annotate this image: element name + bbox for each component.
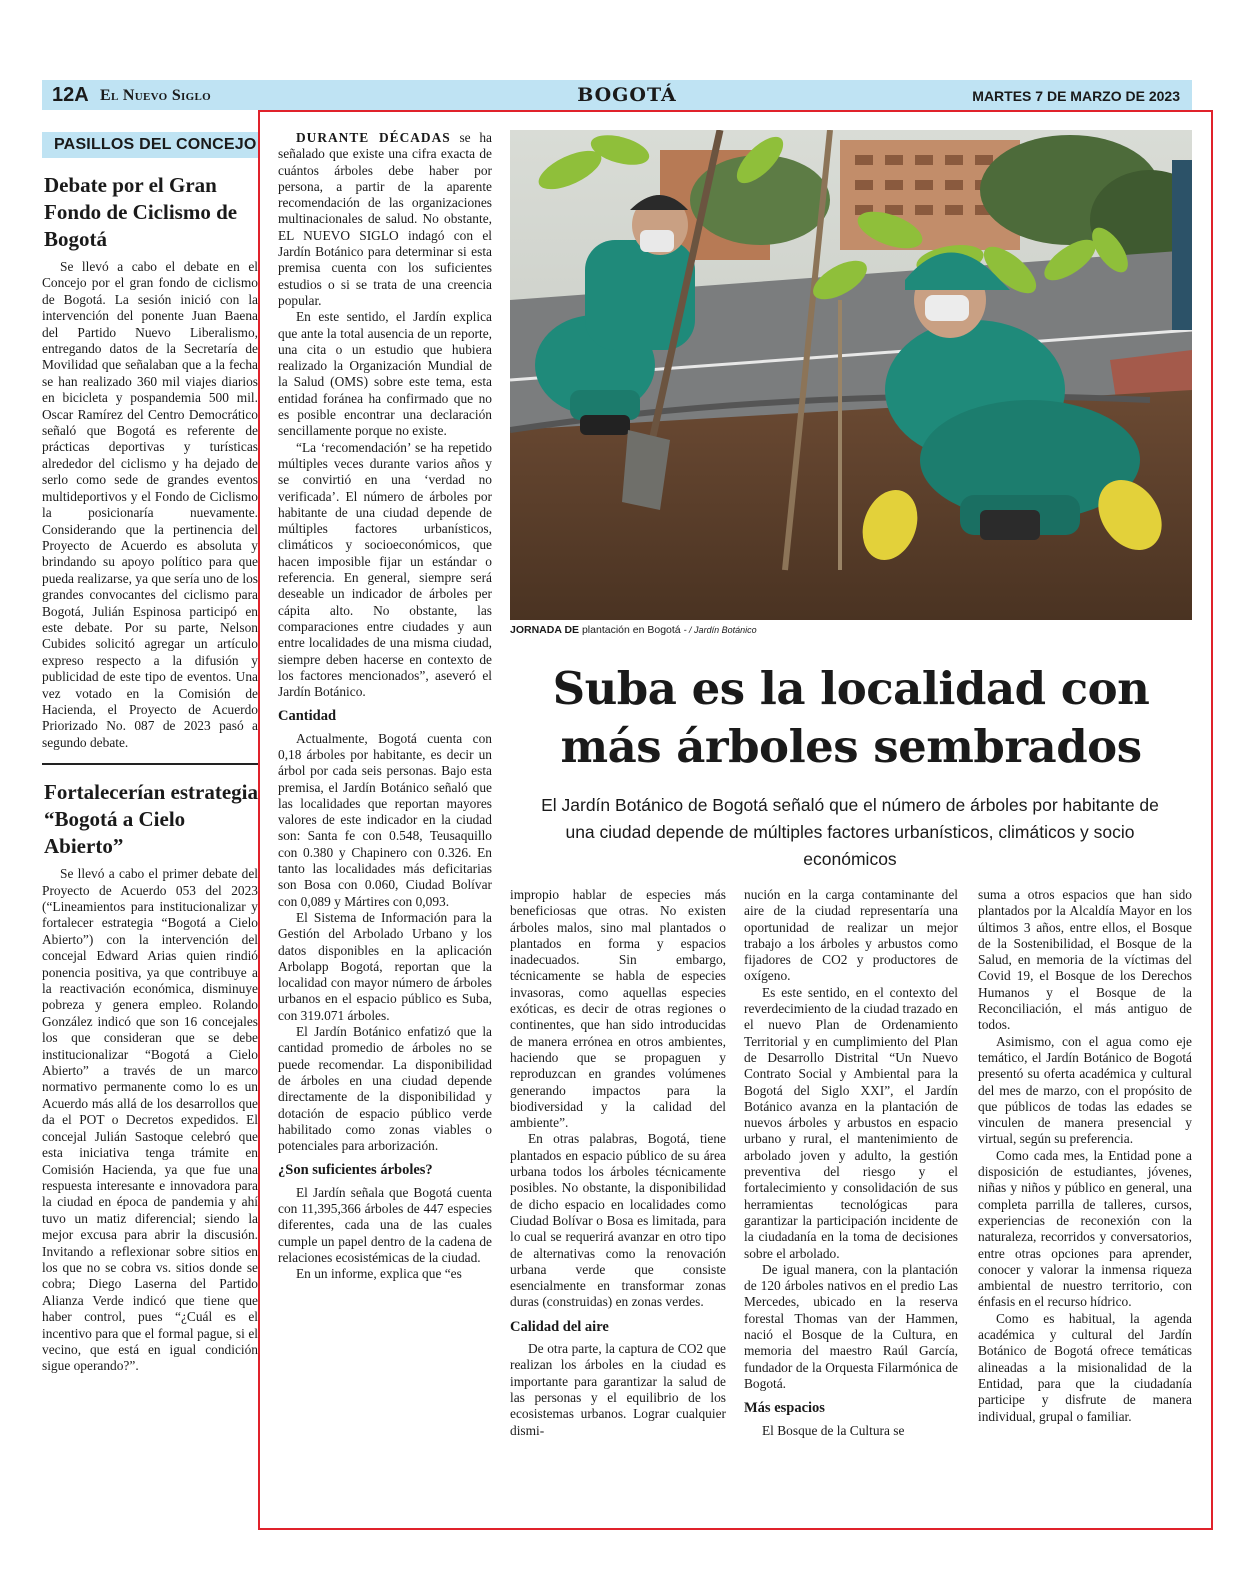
article-lead: DURANTE DÉCADAS xyxy=(296,130,451,145)
col3-paragraph-2: Es este sentido, en el contexto del reverdecimiento de la ciudad trazado en el nuevo Plan de Ordenamiento Territorial y en cumplimiento del Plan de Desarrollo Distrital “Un Nuevo Contrato Social y Ambiental para la Bogotá del Siglo XXI”, el Jardín Botánico avanza en la plantación de nuevos árboles y arbustos en espacio urbano y rural, el mantenimiento de arbolado joven y adulto, la gestión preventiva del riesgo y el fortalecimiento y consolidación de sus herramientas tecnológicas para garantizar la participación incidente de la ciudadanía en la toma de decisiones sobre el arbolado. xyxy=(744,984,958,1261)
sidebar-column xyxy=(42,132,258,1375)
col1-paragraph-2: En este sentido, el Jardín explica que ante la total ausencia de un reporte, una cita o un estudio que hubiera realizado la Organización Mundial de la Salud (OMS) sobre este tema, esta entidad foránea ha confirmado que no es posible encontrar una declaración sencillamente porque no existe. xyxy=(278,309,492,439)
article-photo xyxy=(510,130,1192,620)
article-column-1 xyxy=(278,130,492,1282)
sidebar-divider xyxy=(42,763,258,765)
col3-paragraph-3: De igual manera, con la plantación de 120 árboles nativos en el predio Las Mercedes, ubicado en la reserva forestal Thomas van der Hammen, nació el Bosque de la Cultura, en memoria del maestro Raúl García, fundador de la Orquesta Filarmónica de Bogotá. xyxy=(744,1261,958,1391)
col2-paragraph-1: impropio hablar de especies más beneficiosas que otras. No existen árboles malos, sino mal plantados o plantados en forma y espacios inadecuados. Sin embargo, técnicamente se habla de especies invasoras, como aquellas especies exóticas, es decir de otras regiones o continentes, que han sido introducidas de manera errónea en otros ambientes, haciendo que se propaguen y reproduzcan en grandes volúmenes generando impactos para la biodiversidad y la calidad del ambiente”. xyxy=(510,887,726,1131)
subheading-calidad-aire: Calidad del aire xyxy=(510,1318,609,1335)
photo-caption-text: plantación en Bogotá xyxy=(579,624,681,636)
photo-caption xyxy=(510,624,757,636)
sidebar-story2-title: Fortalecerían estrategia “Bogotá a Cielo Abierto” xyxy=(44,780,258,859)
subheading-suficientes: ¿Son suficientes árboles? xyxy=(278,1162,433,1179)
col4-paragraph-2: Asimismo, con el agua como eje temático, el Jardín Botánico de Bogotá presentó su oferta académica y cultural del mes de marzo, con el propósito de que públicos de todas las edades se vinculen de manera presencial y virtual, según su preferencia. xyxy=(978,1033,1192,1147)
subheading-cantidad: Cantidad xyxy=(278,708,337,725)
article-subhead: El Jardín Botánico de Bogotá señaló que el número de árboles por habitante de una ciudad depende de múltiples factores urbanísticos, climáticos y socio económicos xyxy=(541,795,1159,869)
article-headline: Suba es la localidad con más árboles sembrados xyxy=(552,662,1150,773)
section-title: BOGOTÁ xyxy=(577,84,677,106)
col4-paragraph-1: suma a otros espacios que han sido plantados por la Alcaldía Mayor en los últimos 3 años, entre ellos, el Bosque de la Sostenibilidad, el Bosque de la Salud, en memoria de la víctimas del Covid 19, el Bosque de los Derechos Humanos y el Bosque de la Reconciliación, el más antiguo de todos. xyxy=(978,887,1192,1033)
col1-paragraph-6: El Jardín Botánico enfatizó que la cantidad promedio de árboles no se puede recomendar. La disponibilidad de árboles en una ciudad depende directamente de la disponibilidad y dotación de espacio público verde habilitado como zonas viables o potenciales para arborización. xyxy=(278,1024,492,1154)
col1-paragraph-3: “La ‘recomendación’ se ha repetido múltiples veces durante varios años y se convirtió en una ‘verdad no verificada’. El número de árboles por habitante de una ciudad depende de múltiples factores urbanísticos, climáticos y socioeconómicos, que hacen imposible fijar un estándar o referencia. En general, siempre será deseable un indicador de árboles per cápita alto. No obstante, las comparaciones entre ciudades y aun entre localidades de una misma ciudad, siempre deben hacerse en contexto de los factores mencionados”, aseveró el Jardín Botánico. xyxy=(278,439,492,700)
sidebar-story2-body: Se llevó a cabo el primer debate del Proyecto de Acuerdo 053 del 2023 (“Lineamientos para institucionalizar y fortalecer estrategia “Bogotá a Cielo Abierto”) con la intervención del concejal Edward Arias quien rindió ponencia positiva, ya que contribuye a la reactivación económica, disminuye pobreza y genera empleo. Rolando González indicó que son 16 concejales los que consideran que se debe institucionalizar “Bogotá a Cielo Abierto” a través de un marco normativo permanente como lo es un Acuerdo más allá de los desarrollos que da el POT o Decretos expedidos. El concejal Julián Sastoque celebró que esta iniciativa tenga trámite en Comisión Hacienda, ya que fue una respuesta interesante e innovadora para la ciudad en época de pandemia y ahí tuvo un matiz diferencial; siendo la mejor excusa para abrir la discusión. Invitando a reflexionar sobre sitios en los que no se cobra vs. sitios donde se cobra; Diego Laserna del Partido Alianza Verde indicó que tiene que haber control, pues “¿Cuál es el incentivo para que el formal pague, si el vecino, que está en igual condición sigue operando?”. xyxy=(42,866,258,1374)
photo-caption-lead: JORNADA DE xyxy=(510,624,580,636)
page-number: 12A xyxy=(52,84,89,106)
col1-paragraph-7: El Jardín señala que Bogotá cuenta con 11,395,366 árboles de 447 especies diferentes, cada una de las cuales cumple un papel dentro de la cadena de relaciones ecosistémicas de la ciudad. xyxy=(278,1184,492,1265)
subheading-mas-espacios: Más espacios xyxy=(744,1400,825,1417)
col3-paragraph-1: nución en la carga contaminante del aire de la ciudad representaría una oportunidad de realizar un mejor trabajo a los árboles y arbustos como fijadores de CO2 y productores de oxígeno. xyxy=(744,887,958,984)
sidebar-kicker: PASILLOS DEL CONCEJO xyxy=(42,132,258,158)
photo-credit: - / Jardín Botánico xyxy=(683,625,757,635)
col2-paragraph-2: En otras palabras, Bogotá, tiene plantados en espacio público de su área urbana todos los árboles técnicamente posibles. No obstante, la disponibilidad de dicho espacio en localidades como Ciudad Bolívar o Bosa es limitada, para lo cual se requerirá avanzar en otro tipo de alternativas como la renovación urbana verde que consiste esencialmente en transformar zonas duras (construidas) en zonas verdes. xyxy=(510,1131,726,1310)
article-column-3 xyxy=(744,887,958,1439)
sidebar-story1-body: Se llevó a cabo el debate en el Concejo por el gran fondo de ciclismo de Bogotá. La sesión inició con la intervención del ponente Juan Baena del Partido Nuevo Liberalismo, entregando datos de la Secretaría de Movilidad que señalaban que a la fecha se han realizado 360 mil viajes diarios en bicicleta y pospandemia 500 mil. Oscar Ramírez del Centro Democrático señaló que Bogotá es referente de prácticas deportivas y turísticas alrededor del ciclismo y ha dejado de serlo como sede de grandes eventos multideportivos y el Fondo de Ciclismo la posicionaría nuevamente. Considerando que la pertinencia del Proyecto de Acuerdo es absoluta y brindando su apoyo político para que pueda realizarse, ya que sería uno de los grandes convocantes del ciclismo para Bogotá, Julián Espinosa participó en este debate. Por su parte, Nelson Cubides solicitó agregar un artículo expreso respecto a la difusión y publicidad de este tipo de eventos. Una vez votado en la Comisión de Hacienda, el Proyecto de Acuerdo Priorizado No. 087 de 2023 pasó a segundo debate. xyxy=(42,259,258,750)
col1-paragraph-4: Actualmente, Bogotá cuenta con 0,18 árboles por habitante, es decir un árbol por cada seis personas. Bajo esta premisa, el Jardín Botánico señaló que las localidades que reportan mayores valores de este indicador en la ciudad son: Santa fe con 0.548, Teusaquillo con 0.380 y Chapinero con 0.326. En tanto las localidades más deficitarias son Bosa con 0.060, Ciudad Bolívar con 0,089 y Mártires con 0,093. xyxy=(278,730,492,909)
col2-paragraph-3: De otra parte, la captura de CO2 que realizan los árboles en la ciudad es importante para garantizar la salud de las personas y el equilibrio de los ecosistemas urbanos. Lograr cualquier dismi- xyxy=(510,1341,726,1438)
issue-date: MARTES 7 DE MARZO DE 2023 xyxy=(972,88,1180,104)
article-column-4 xyxy=(978,887,1192,1425)
col1-paragraph-5: El Sistema de Información para la Gestión del Arbolado Urbano y los datos disponibles en la aplicación Arbolapp Bogotá, reportan que la localidad con mayor número de árboles urbanos en el espacio público es Suba, con 319.071 árboles. xyxy=(278,909,492,1023)
col1-paragraph-1 xyxy=(278,130,492,309)
col3-paragraph-4: El Bosque de la Cultura se xyxy=(762,1422,905,1438)
col1-paragraph-8: En un informe, explica que “es xyxy=(296,1266,462,1282)
article-column-2 xyxy=(510,887,726,1439)
col4-paragraph-3: Como cada mes, la Entidad pone a disposición de estudiantes, jóvenes, niñas y niños y público en general, una completa parrilla de talleres, cursos, experiencias de reconexión con la naturaleza, recorridos y conversatorios, entre otras opciones para aprender, conocer y valorar la inmensa riqueza ambiental de nuestro territorio, con énfasis en el recurso hídrico. xyxy=(978,1147,1192,1310)
newspaper-name: El Nuevo Siglo xyxy=(100,87,211,104)
col1-p1-text: se ha señalado que existe una cifra exacta de cuántos árboles debe haber por persona, a partir de la aparente recomendación de las organizaciones multinacionales de salud. No obstante, EL NUEVO SIGLO indagó con el Jardín Botánico para determinar si esta premisa cuenta con los suficientes estudios o si se trata de una creencia popular. xyxy=(278,130,492,308)
sidebar-story1-title: Debate por el Gran Fondo de Ciclismo de Bogotá xyxy=(44,173,238,251)
col4-paragraph-4: Como es habitual, la agenda académica y cultural del Jardín Botánico de Bogotá ofrece temáticas alineadas a la misionalidad de la Entidad, para que la ciudadanía participe y disfrute de manera individual, grupal o familiar. xyxy=(978,1310,1192,1424)
